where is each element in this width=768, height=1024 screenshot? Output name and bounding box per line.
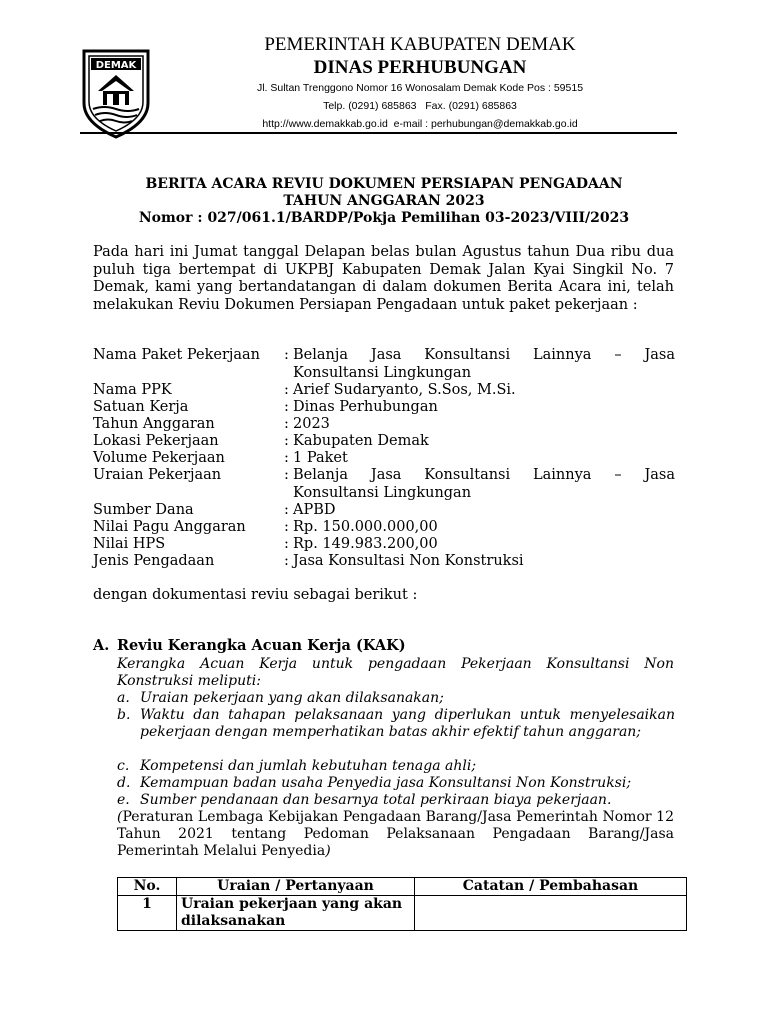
column-header-catatan: Catatan / Pembahasan — [415, 878, 687, 896]
field-colon: : — [284, 347, 289, 363]
field-value-cont: Konsultansi Lingkungan — [293, 364, 472, 381]
open-paren: ( — [117, 809, 123, 825]
cell-catatan — [415, 896, 687, 931]
field-value: APBD — [293, 502, 336, 518]
field-value: Belanja Jasa Konsultansi Lainnya – Jasa — [293, 347, 675, 363]
government-name: PEMERINTAH KABUPATEN DEMAK — [264, 34, 576, 55]
document-number: Nomor : 027/061.1/BARDP/Pokja Pemilihan 03-2023/VIII/2023 — [138, 210, 630, 226]
list-text: Kompetensi dan jumlah kebutuhan tenaga ahli; — [140, 758, 477, 774]
field-label: Tahun Anggaran — [93, 416, 215, 432]
field-label: Jenis Pengadaan — [93, 553, 215, 569]
field-value: 1 Paket — [293, 450, 348, 466]
field-label: Lokasi Pekerjaan — [93, 433, 219, 449]
list-marker: e. — [117, 792, 130, 808]
field-value: Rp. 149.983.200,00 — [293, 536, 438, 552]
list-marker: c. — [117, 758, 130, 774]
list-marker: b. — [117, 707, 131, 723]
list-marker: a. — [117, 690, 130, 706]
field-label: Volume Pekerjaan — [93, 450, 225, 466]
section-a-heading — [93, 637, 406, 655]
cell-no: 1 — [118, 896, 177, 931]
letterhead-text — [150, 30, 690, 133]
field-colon: : — [284, 416, 289, 432]
cell-uraian: Uraian pekerjaan yang akan dilaksanakan — [177, 896, 415, 931]
field-label: Nilai HPS — [93, 536, 166, 552]
field-colon: : — [284, 536, 289, 552]
field-value: Kabupaten Demak — [293, 433, 429, 449]
field-label: Nilai Pagu Anggaran — [93, 519, 246, 535]
section-a-intro: Kerangka Acuan Kerja untuk pengadaan Pekerjaan Konsultansi Non Konstruksi meliputi: — [117, 656, 674, 689]
document-year: TAHUN ANGGARAN 2023 — [283, 193, 485, 209]
phone-line: Telp. (0291) 685863 Fax. (0291) 685863 — [323, 100, 517, 112]
field-label: Sumber Dana — [93, 502, 194, 518]
field-label: Nama Paket Pekerjaan — [93, 347, 260, 363]
section-title: Reviu Kerangka Acuan Kerja (KAK) — [117, 637, 406, 654]
field-value: 2023 — [293, 416, 330, 432]
section-letter: A. — [93, 637, 110, 654]
list-text: Sumber pendanaan dan besarnya total perkiraan biaya pekerjaan. — [140, 792, 612, 808]
field-colon: : — [284, 467, 289, 483]
intro-paragraph: Pada hari ini Jumat tanggal Delapan belas bulan Agustus tahun Dua ribu dua puluh tiga bertempat di UKPBJ Kabupaten Demak Jalan Kyai Singkil No. 7 Demak, kami yang bertandatangan di dalam dokumen Berita Acara ini, telah melakukan Reviu Dokumen Persiapan Pengadaan untuk paket pekerjaan : — [93, 244, 674, 313]
web-email-line: http://www.demakkab.go.id e-mail : perhubungan@demakkab.go.id — [262, 118, 578, 130]
field-value: Jasa Konsultasi Non Konstruksi — [293, 553, 524, 569]
letterhead — [0, 0, 768, 140]
field-value: Dinas Perhubungan — [293, 399, 438, 415]
field-colon: : — [284, 450, 289, 466]
regulation-reference — [117, 809, 674, 860]
list-text: Waktu dan tahapan pelaksanaan yang diperlukan untuk menyelesaikan pekerjaan dengan memperhatikan batas akhir efektif tahun anggaran; — [140, 707, 675, 740]
field-value-cont: Konsultansi Lingkungan — [293, 484, 472, 501]
document-title: BERITA ACARA REVIU DOKUMEN PERSIAPAN PENGADAAN — [145, 176, 623, 192]
list-marker: d. — [117, 775, 131, 791]
reference-text: Peraturan Lembaga Kebijakan Pengadaan Barang/Jasa Pemerintah Nomor 12 Tahun 2021 tentang Pedoman Pelaksanaan Pengadaan Barang/Jasa Pemerintah Melalui Penyedia — [117, 809, 674, 859]
list-text: Kemampuan badan usaha Penyedia jasa Konsultansi Non Konstruksi; — [140, 775, 632, 791]
field-colon: : — [284, 382, 289, 398]
table-row — [118, 896, 687, 931]
field-label: Nama PPK — [93, 382, 172, 398]
letterhead-divider — [80, 132, 677, 134]
logo-label: DEMAK — [95, 60, 137, 71]
field-value: Rp. 150.000.000,00 — [293, 519, 438, 535]
close-paren: ) — [325, 843, 331, 859]
field-colon: : — [284, 553, 289, 569]
review-table — [117, 877, 687, 931]
field-colon: : — [284, 519, 289, 535]
field-label: Satuan Kerja — [93, 399, 189, 415]
department-name: DINAS PERHUBUNGAN — [313, 57, 527, 78]
field-colon: : — [284, 433, 289, 449]
demak-regency-logo — [78, 47, 154, 139]
field-value: Belanja Jasa Konsultansi Lainnya – Jasa — [293, 467, 675, 483]
field-colon: : — [284, 502, 289, 518]
field-colon: : — [284, 399, 289, 415]
column-header-no: No. — [118, 878, 177, 896]
address-line: Jl. Sultan Trenggono Nomor 16 Wonosalam Demak Kode Pos : 59515 — [256, 82, 584, 94]
documentation-intro: dengan dokumentasi reviu sebagai berikut : — [93, 587, 418, 603]
field-label: Uraian Pekerjaan — [93, 467, 222, 483]
field-value: Arief Sudaryanto, S.Sos, M.Si. — [293, 382, 516, 398]
list-text: Uraian pekerjaan yang akan dilaksanakan; — [140, 690, 444, 706]
table-header-row — [118, 878, 687, 896]
column-header-uraian: Uraian / Pertanyaan — [177, 878, 415, 896]
